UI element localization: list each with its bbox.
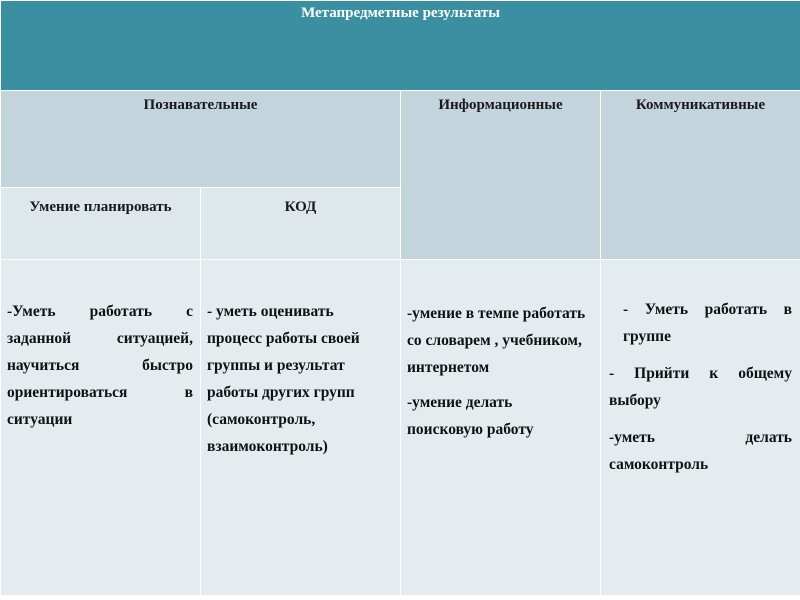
table-title: Метапредметные результаты <box>301 5 500 21</box>
table-title-cell <box>1 1 800 91</box>
planning-text-cell <box>1 260 201 596</box>
group-communicative-label: Коммуникативные <box>635 97 766 113</box>
planning-text: -Уметь работать с заданной ситуацией, научиться быстро ориентироваться в ситуации <box>7 303 193 428</box>
code-text-cell <box>201 260 401 596</box>
communicative-text-cell <box>601 260 800 596</box>
informational-text-cell <box>401 260 601 596</box>
communicative-item: - Уметь работать в группе <box>623 301 792 345</box>
subheader-planning-cell <box>1 188 201 260</box>
subheader-planning-label: Умение планировать <box>29 199 172 215</box>
group-cognitive-label: Познавательные <box>143 97 258 113</box>
group-informational-label: Информационные <box>438 97 563 113</box>
group-communicative-cell <box>601 91 800 260</box>
communicative-item: -уметь делать самоконтроль <box>609 429 792 473</box>
code-text: - уметь оценивать процесс работы своей группы и результат работы других групп (самоконтроль, взаимоконтроль) <box>207 303 360 455</box>
group-cognitive-cell <box>1 91 401 188</box>
communicative-item: - Прийти к общему выбору <box>609 365 792 409</box>
informational-text-1: -умение в темпе работать со словарем , учебником, интернетом <box>407 305 586 376</box>
subheader-code-label: КОД <box>284 199 317 215</box>
subheader-code-cell <box>201 188 401 260</box>
informational-text-2: -умение делать поисковую работу <box>407 394 534 438</box>
group-informational-cell <box>401 91 601 260</box>
